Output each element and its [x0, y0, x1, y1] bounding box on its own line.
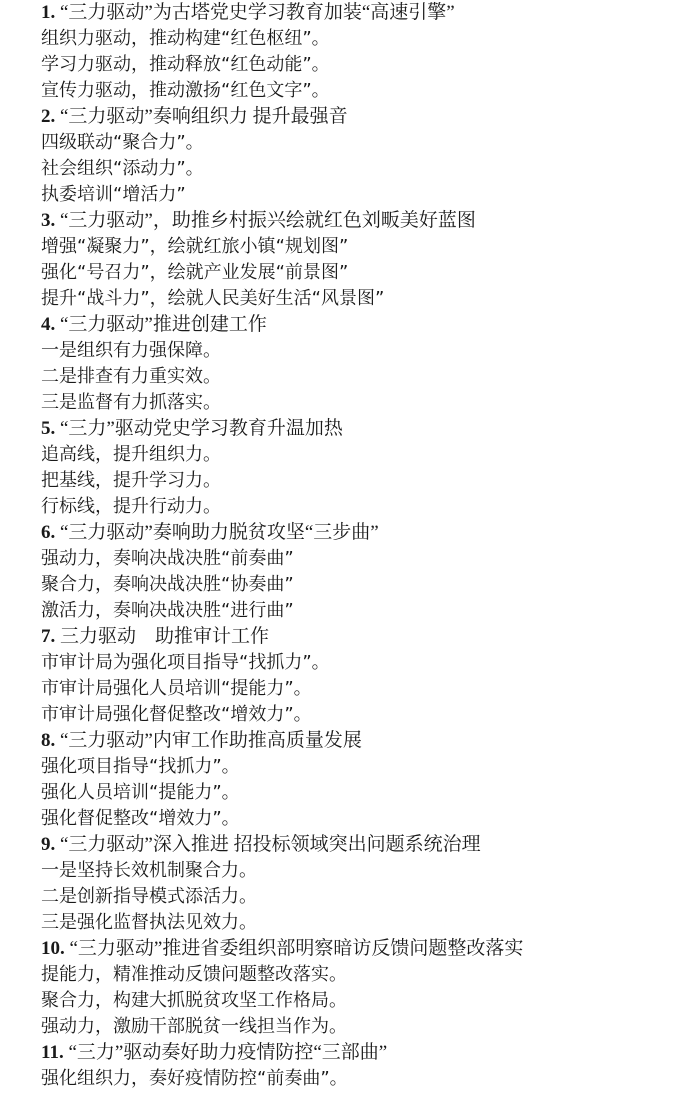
- section-heading: [41, 728, 681, 754]
- section-number: 1.: [41, 2, 56, 23]
- section-number: 6.: [41, 522, 56, 543]
- section-title: “三力驱动”推进省委组织部明察暗访反馈问题整改落实: [69, 938, 524, 959]
- list-item: 市审计局为强化项目指导“找抓力”。: [41, 652, 330, 673]
- list-item: 行标线，提升行动力。: [41, 496, 221, 517]
- section-heading: [41, 936, 681, 962]
- list-item: 市审计局强化人员培训“提能力”。: [41, 678, 312, 699]
- list-item: 追高线，提升组织力。: [41, 444, 221, 465]
- list-item: 强化人员培训“提能力”。: [41, 782, 240, 803]
- list-item: 强化“号召力”，绘就产业发展“前景图”: [41, 262, 349, 283]
- list-item: 市审计局强化督促整改“增效力”。: [41, 704, 312, 725]
- document-body: [41, 0, 681, 1092]
- section-title: “三力驱动”奏响助力脱贫攻坚“三步曲”: [60, 522, 379, 543]
- section-heading: [41, 104, 681, 130]
- section-number: 8.: [41, 730, 56, 751]
- list-item: 宣传力驱动，推动激扬“红色文字”。: [41, 80, 330, 101]
- section-heading: [41, 832, 681, 858]
- section-number: 3.: [41, 210, 56, 231]
- section-number: 9.: [41, 834, 56, 855]
- section-title: 三力驱动 助推审计工作: [60, 626, 270, 647]
- section-heading: [41, 0, 681, 26]
- section-number: 2.: [41, 106, 56, 127]
- list-item: 一是组织有力强保障。: [41, 340, 221, 361]
- section-title: “三力驱动”内审工作助推高质量发展: [60, 730, 362, 751]
- list-item: 提能力，精准推动反馈问题整改落实。: [41, 964, 347, 985]
- list-item: 强动力，奏响决战决胜“前奏曲”: [41, 548, 294, 569]
- section-number: 11.: [41, 1042, 64, 1063]
- list-item: 提升“战斗力”，绘就人民美好生活“风景图”: [41, 288, 385, 309]
- list-item: 聚合力，奏响决战决胜“协奏曲”: [41, 574, 294, 595]
- list-item: 二是创新指导模式添活力。: [41, 886, 257, 907]
- list-item: 一是坚持长效机制聚合力。: [41, 860, 257, 881]
- section-number: 10.: [41, 938, 65, 959]
- section-title: “三力”驱动党史学习教育升温加热: [60, 418, 343, 439]
- section-title: “三力驱动”，助推乡村振兴绘就红色刘畈美好蓝图: [60, 210, 476, 231]
- section-number: 4.: [41, 314, 56, 335]
- list-item: 三是强化监督执法见效力。: [41, 912, 257, 933]
- list-item: 四级联动“聚合力”。: [41, 132, 204, 153]
- section-heading: [41, 624, 681, 650]
- section-title: “三力驱动”深入推进 招投标领域突出问题系统治理: [60, 834, 481, 855]
- list-item: 聚合力，构建大抓脱贫攻坚工作格局。: [41, 990, 347, 1011]
- list-item: 强动力，激励干部脱贫一线担当作为。: [41, 1016, 347, 1037]
- list-item: 激活力，奏响决战决胜“进行曲”: [41, 600, 294, 621]
- list-item: 强化项目指导“找抓力”。: [41, 756, 240, 777]
- section-heading: [41, 312, 681, 338]
- list-item: 学习力驱动，推动释放“红色动能”。: [41, 54, 330, 75]
- section-heading: [41, 208, 681, 234]
- list-item: 执委培训“增活力”: [41, 184, 186, 205]
- section-number: 7.: [41, 626, 56, 647]
- list-item: 强化组织力，奏好疫情防控“前奏曲”。: [41, 1068, 348, 1089]
- list-item: 组织力驱动，推动构建“红色枢纽”。: [41, 28, 330, 49]
- list-item: 增强“凝聚力”，绘就红旅小镇“规划图”: [41, 236, 349, 257]
- section-number: 5.: [41, 418, 56, 439]
- section-title: “三力驱动”奏响组织力 提升最强音: [60, 106, 348, 127]
- section-title: “三力”驱动奏好助力疫情防控“三部曲”: [68, 1042, 388, 1063]
- list-item: 三是监督有力抓落实。: [41, 392, 221, 413]
- section-heading: [41, 416, 681, 442]
- section-heading: [41, 1040, 681, 1066]
- list-item: 二是排查有力重实效。: [41, 366, 221, 387]
- section-title: “三力驱动”推进创建工作: [60, 314, 267, 335]
- list-item: 把基线，提升学习力。: [41, 470, 221, 491]
- section-title: “三力驱动”为古塔党史学习教育加装“高速引擎”: [60, 2, 455, 23]
- list-item: 强化督促整改“增效力”。: [41, 808, 240, 829]
- list-item: 社会组织“添动力”。: [41, 158, 204, 179]
- section-heading: [41, 520, 681, 546]
